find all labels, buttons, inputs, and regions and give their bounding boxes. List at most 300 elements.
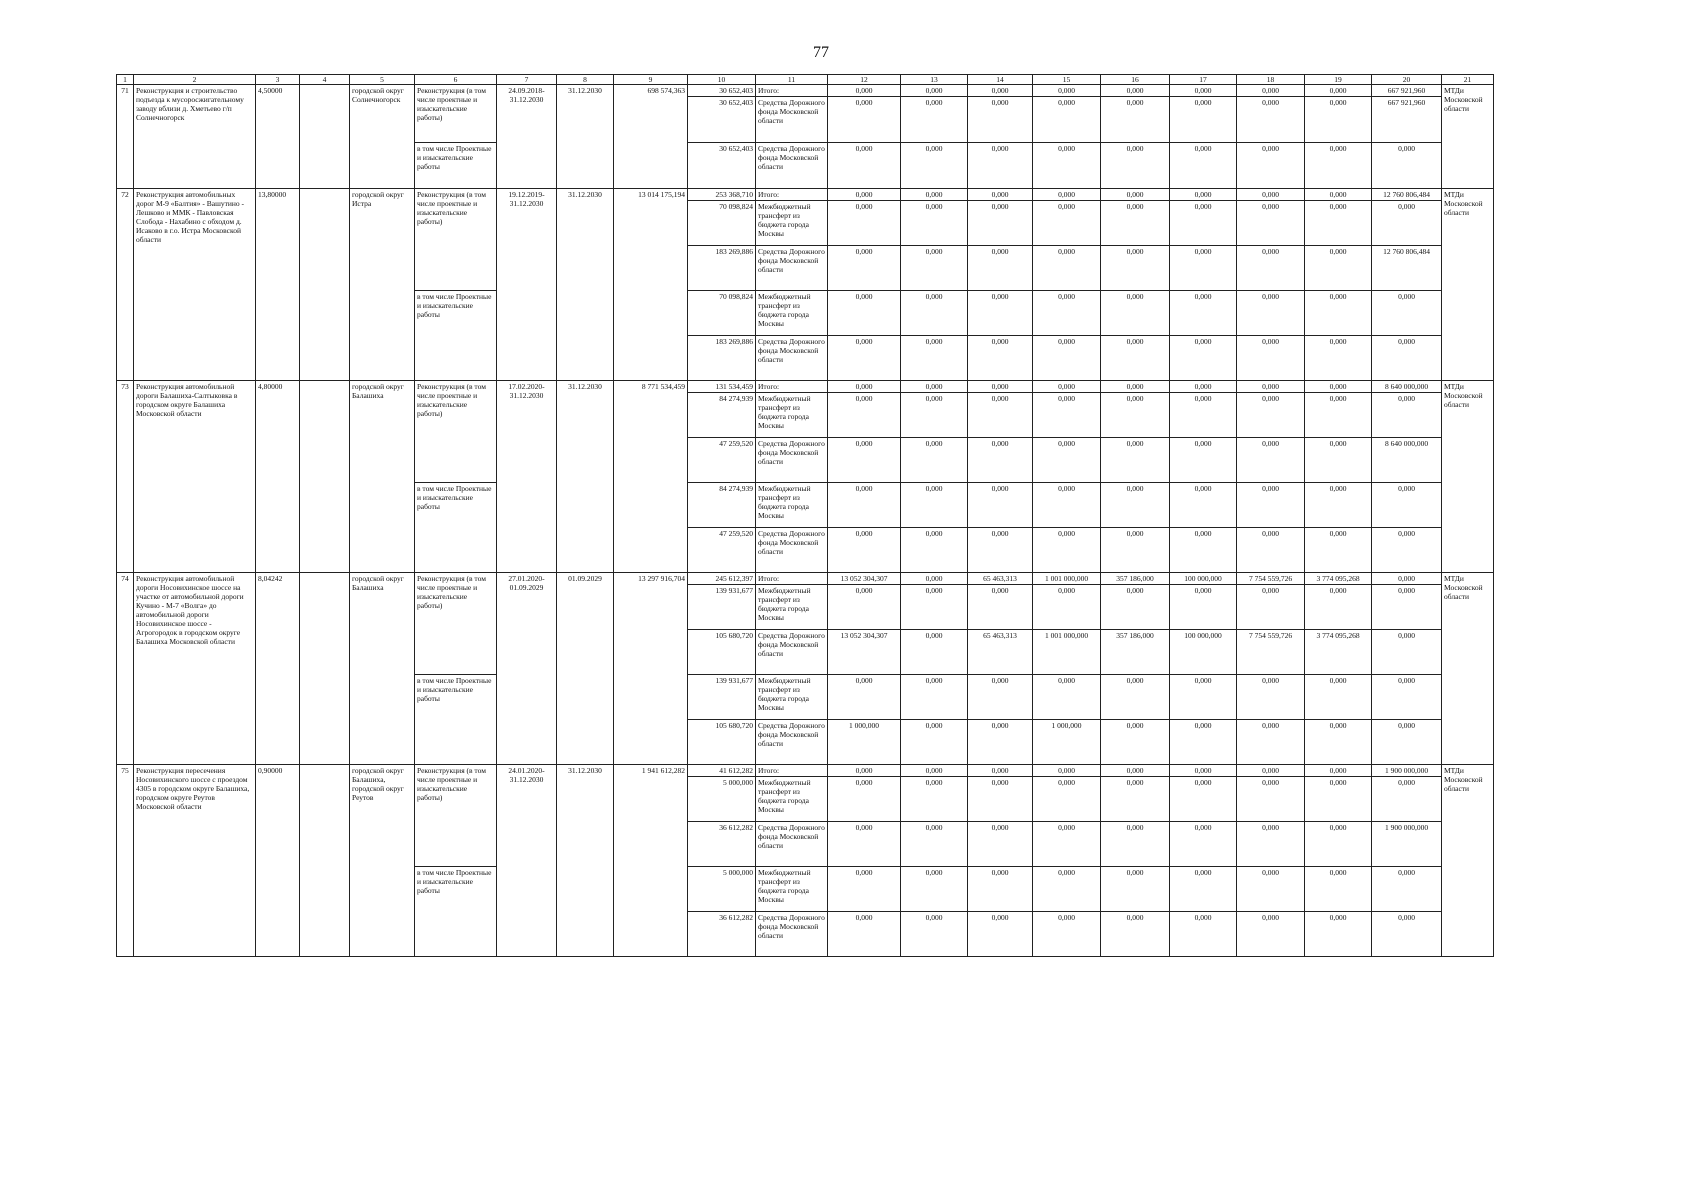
funding-source: Средства Дорожного фонда Московской области	[756, 912, 828, 957]
funding-value: 0,000	[1305, 336, 1372, 381]
funding-value: 0,000	[1170, 189, 1237, 201]
project-end-date: 31.12.2030	[557, 189, 614, 381]
funding-value: 0,000	[968, 720, 1033, 765]
project-customer: МТДи Московской области	[1442, 765, 1494, 957]
funding-value: 0,000	[968, 201, 1033, 246]
funding-value: 0,000	[901, 201, 968, 246]
funding-source: Средства Дорожного фонда Московской области	[756, 143, 828, 189]
funding-value: 357 186,000	[1101, 630, 1170, 675]
funding-value: 1 000,000	[828, 720, 901, 765]
funding-value: 0,000	[828, 675, 901, 720]
funding-value: 0,000	[1033, 777, 1101, 822]
project-customer: МТДи Московской области	[1442, 381, 1494, 573]
column-4	[300, 765, 350, 957]
project-number: 72	[117, 189, 134, 381]
funding-value: 0,000	[828, 336, 901, 381]
funding-value: 7 754 559,726	[1237, 573, 1305, 585]
funding-value: 0,000	[968, 393, 1033, 438]
project-dates: 24.01.2020-31.12.2030	[497, 765, 557, 957]
project-location: городской округ Истра	[350, 189, 415, 381]
funding-value: 0,000	[901, 720, 968, 765]
column-number: 12	[828, 75, 901, 85]
project-location: городской округ Балашиха	[350, 573, 415, 765]
column-number: 8	[557, 75, 614, 85]
funding-value: 0,000	[1033, 675, 1101, 720]
column-4	[300, 189, 350, 381]
column-number: 15	[1033, 75, 1101, 85]
financing-table	[116, 74, 1494, 957]
funding-value: 0,000	[1101, 585, 1170, 630]
funding-total: 5 000,000	[688, 867, 756, 912]
funding-source: Средства Дорожного фонда Московской области	[756, 246, 828, 291]
funding-value: 0,000	[1237, 912, 1305, 957]
funding-value: 0,000	[1170, 97, 1237, 143]
funding-value: 0,000	[901, 573, 968, 585]
funding-value: 0,000	[1305, 97, 1372, 143]
funding-value: 0,000	[1101, 246, 1170, 291]
funding-total: 47 259,520	[688, 528, 756, 573]
column-number: 10	[688, 75, 756, 85]
funding-value: 0,000	[1170, 143, 1237, 189]
funding-value: 0,000	[1237, 291, 1305, 336]
funding-value: 0,000	[1170, 777, 1237, 822]
funding-source: Средства Дорожного фонда Московской области	[756, 630, 828, 675]
funding-source: Межбюджетный трансферт из бюджета города Москвы	[756, 291, 828, 336]
funding-value: 0,000	[1305, 585, 1372, 630]
funding-value: 13 052 304,307	[828, 573, 901, 585]
project-location: городской округ Балашиха, городской округ Реутов	[350, 765, 415, 957]
funding-value: 0,000	[1372, 585, 1442, 630]
funding-value: 0,000	[1237, 765, 1305, 777]
funding-value: 0,000	[1237, 822, 1305, 867]
funding-total: 183 269,886	[688, 336, 756, 381]
funding-value: 0,000	[968, 867, 1033, 912]
funding-value: 0,000	[1305, 822, 1372, 867]
funding-value: 12 760 806,484	[1372, 189, 1442, 201]
funding-value: 0,000	[828, 777, 901, 822]
funding-value: 0,000	[1372, 630, 1442, 675]
funding-total: 70 098,824	[688, 291, 756, 336]
project-length: 4,50000	[256, 85, 300, 189]
funding-value: 0,000	[968, 143, 1033, 189]
funding-total: 47 259,520	[688, 438, 756, 483]
funding-value: 0,000	[1101, 528, 1170, 573]
funding-total: 36 612,282	[688, 822, 756, 867]
funding-value: 0,000	[1305, 291, 1372, 336]
funding-source: Средства Дорожного фонда Московской области	[756, 97, 828, 143]
funding-value: 8 640 000,000	[1372, 438, 1442, 483]
project-name: Реконструкция пересечения Носовихинского шоссе с проездом 4305 в городском округе Балашиха, городском округе Реутов Московской области	[134, 765, 256, 957]
funding-value: 0,000	[1237, 381, 1305, 393]
funding-value: 0,000	[1101, 912, 1170, 957]
funding-value: 0,000	[1305, 143, 1372, 189]
funding-value: 0,000	[1170, 438, 1237, 483]
column-number: 13	[901, 75, 968, 85]
funding-value: 0,000	[1305, 483, 1372, 528]
project-dates: 27.01.2020-01.09.2029	[497, 573, 557, 765]
funding-value: 0,000	[1170, 336, 1237, 381]
funding-value: 667 921,960	[1372, 85, 1442, 97]
funding-value: 0,000	[1372, 291, 1442, 336]
funding-value: 0,000	[1033, 765, 1101, 777]
funding-value: 0,000	[1237, 438, 1305, 483]
project-cost: 8 771 534,459	[614, 381, 688, 573]
funding-value: 0,000	[1237, 720, 1305, 765]
funding-value: 1 900 000,000	[1372, 822, 1442, 867]
project-cost: 13 014 175,194	[614, 189, 688, 381]
funding-value: 3 774 095,268	[1305, 573, 1372, 585]
funding-value: 0,000	[1101, 189, 1170, 201]
funding-value: 0,000	[828, 291, 901, 336]
funding-value: 0,000	[1170, 822, 1237, 867]
funding-value: 0,000	[1237, 246, 1305, 291]
funding-value: 65 463,313	[968, 573, 1033, 585]
funding-value: 100 000,000	[1170, 630, 1237, 675]
funding-value: 0,000	[1372, 336, 1442, 381]
project-end-date: 01.09.2029	[557, 573, 614, 765]
funding-value: 0,000	[1033, 393, 1101, 438]
funding-value: 0,000	[968, 85, 1033, 97]
funding-total: 105 680,720	[688, 630, 756, 675]
project-end-date: 31.12.2030	[557, 765, 614, 957]
funding-total: 36 612,282	[688, 912, 756, 957]
funding-value: 0,000	[1372, 573, 1442, 585]
work-subtype: в том числе Проектные и изыскательские работы	[415, 867, 497, 957]
funding-value: 8 640 000,000	[1372, 381, 1442, 393]
funding-source: Итого:	[756, 381, 828, 393]
funding-value: 7 754 559,726	[1237, 630, 1305, 675]
funding-value: 0,000	[1305, 528, 1372, 573]
project-customer: МТДи Московской области	[1442, 85, 1494, 189]
page-number: 77	[813, 44, 829, 61]
project-name: Реконструкция автомобильной дороги Балашиха-Салтыковка в городском округе Балашиха Московской области	[134, 381, 256, 573]
funding-value: 0,000	[828, 246, 901, 291]
funding-value: 0,000	[1033, 912, 1101, 957]
funding-value: 0,000	[1101, 381, 1170, 393]
funding-source: Средства Дорожного фонда Московской области	[756, 336, 828, 381]
funding-value: 0,000	[968, 438, 1033, 483]
funding-source: Средства Дорожного фонда Московской области	[756, 438, 828, 483]
funding-value: 0,000	[968, 765, 1033, 777]
funding-value: 0,000	[901, 336, 968, 381]
work-subtype: в том числе Проектные и изыскательские работы	[415, 143, 497, 189]
funding-value: 0,000	[901, 393, 968, 438]
funding-source: Средства Дорожного фонда Московской области	[756, 720, 828, 765]
funding-value: 0,000	[1101, 143, 1170, 189]
funding-value: 0,000	[1033, 438, 1101, 483]
project-length: 0,90000	[256, 765, 300, 957]
project-customer: МТДи Московской области	[1442, 189, 1494, 381]
funding-source: Итого:	[756, 189, 828, 201]
funding-value: 0,000	[1305, 867, 1372, 912]
funding-value: 0,000	[828, 528, 901, 573]
funding-value: 0,000	[1372, 528, 1442, 573]
funding-value: 0,000	[1101, 777, 1170, 822]
funding-value: 0,000	[1372, 483, 1442, 528]
column-number: 6	[415, 75, 497, 85]
funding-value: 100 000,000	[1170, 573, 1237, 585]
funding-value: 0,000	[828, 438, 901, 483]
funding-value: 0,000	[1170, 483, 1237, 528]
project-number: 73	[117, 381, 134, 573]
funding-value: 0,000	[901, 765, 968, 777]
project-cost: 698 574,363	[614, 85, 688, 189]
work-type: Реконструкция (в том числе проектные и изыскательские работы)	[415, 85, 497, 143]
funding-value: 0,000	[901, 483, 968, 528]
funding-value: 0,000	[901, 675, 968, 720]
column-number: 17	[1170, 75, 1237, 85]
table-row	[117, 765, 1494, 777]
project-location: городской округ Балашиха	[350, 381, 415, 573]
funding-value: 0,000	[1305, 438, 1372, 483]
funding-value: 65 463,313	[968, 630, 1033, 675]
funding-value: 357 186,000	[1101, 573, 1170, 585]
work-subtype: в том числе Проектные и изыскательские работы	[415, 291, 497, 381]
project-dates: 19.12.2019-31.12.2030	[497, 189, 557, 381]
project-cost: 13 297 916,704	[614, 573, 688, 765]
funding-value: 0,000	[828, 867, 901, 912]
funding-value: 0,000	[1237, 528, 1305, 573]
funding-value: 0,000	[1237, 201, 1305, 246]
column-number: 5	[350, 75, 415, 85]
funding-value: 0,000	[901, 189, 968, 201]
funding-value: 0,000	[968, 585, 1033, 630]
funding-value: 0,000	[1101, 97, 1170, 143]
project-length: 4,80000	[256, 381, 300, 573]
project-number: 71	[117, 85, 134, 189]
funding-value: 0,000	[1305, 85, 1372, 97]
funding-value: 0,000	[1372, 143, 1442, 189]
project-name: Реконструкция автомобильной дороги Носовихинское шоссе на участке от автомобильной дороги Кучино - М-7 «Волга» до автомобильной дороги Носовихинское шоссе - Агрогородок в городском округе Балашиха Московской области	[134, 573, 256, 765]
project-dates: 24.09.2018-31.12.2030	[497, 85, 557, 189]
funding-value: 0,000	[1305, 765, 1372, 777]
project-customer: МТДи Московской области	[1442, 573, 1494, 765]
funding-value: 0,000	[901, 777, 968, 822]
funding-source: Итого:	[756, 765, 828, 777]
column-number: 16	[1101, 75, 1170, 85]
funding-total: 41 612,282	[688, 765, 756, 777]
funding-value: 0,000	[1170, 393, 1237, 438]
column-number: 11	[756, 75, 828, 85]
funding-value: 0,000	[1170, 585, 1237, 630]
funding-value: 0,000	[1372, 867, 1442, 912]
column-4	[300, 573, 350, 765]
funding-value: 0,000	[828, 765, 901, 777]
funding-total: 139 931,677	[688, 585, 756, 630]
funding-value: 0,000	[1237, 97, 1305, 143]
funding-value: 0,000	[1101, 201, 1170, 246]
funding-total: 84 274,939	[688, 483, 756, 528]
project-end-date: 31.12.2030	[557, 85, 614, 189]
funding-value: 0,000	[968, 97, 1033, 143]
funding-value: 0,000	[968, 675, 1033, 720]
column-number: 20	[1372, 75, 1442, 85]
project-number: 75	[117, 765, 134, 957]
funding-value: 0,000	[1101, 483, 1170, 528]
funding-value: 0,000	[828, 189, 901, 201]
work-type: Реконструкция (в том числе проектные и изыскательские работы)	[415, 189, 497, 291]
funding-value: 0,000	[968, 777, 1033, 822]
funding-value: 0,000	[1305, 777, 1372, 822]
funding-value: 0,000	[968, 189, 1033, 201]
funding-value: 0,000	[1305, 189, 1372, 201]
funding-total: 105 680,720	[688, 720, 756, 765]
funding-value: 0,000	[1101, 675, 1170, 720]
column-number: 2	[134, 75, 256, 85]
funding-total: 70 098,824	[688, 201, 756, 246]
funding-value: 0,000	[968, 528, 1033, 573]
funding-value: 0,000	[828, 381, 901, 393]
funding-value: 0,000	[901, 85, 968, 97]
funding-value: 0,000	[901, 867, 968, 912]
funding-value: 0,000	[901, 143, 968, 189]
funding-value: 0,000	[1305, 675, 1372, 720]
funding-total: 30 652,403	[688, 97, 756, 143]
project-cost: 1 941 612,282	[614, 765, 688, 957]
funding-value: 0,000	[901, 630, 968, 675]
column-number: 4	[300, 75, 350, 85]
funding-total: 139 931,677	[688, 675, 756, 720]
funding-value: 0,000	[1305, 201, 1372, 246]
funding-source: Средства Дорожного фонда Московской области	[756, 822, 828, 867]
funding-source: Межбюджетный трансферт из бюджета города Москвы	[756, 675, 828, 720]
funding-value: 0,000	[828, 912, 901, 957]
funding-value: 667 921,960	[1372, 97, 1442, 143]
funding-value: 0,000	[1101, 720, 1170, 765]
project-length: 13,80000	[256, 189, 300, 381]
project-length: 8,04242	[256, 573, 300, 765]
column-number: 3	[256, 75, 300, 85]
funding-value: 0,000	[1170, 720, 1237, 765]
funding-value: 0,000	[1372, 201, 1442, 246]
project-number: 74	[117, 573, 134, 765]
funding-value: 0,000	[1033, 381, 1101, 393]
funding-value: 0,000	[1237, 585, 1305, 630]
funding-value: 0,000	[1033, 822, 1101, 867]
funding-value: 0,000	[1305, 381, 1372, 393]
funding-value: 0,000	[968, 336, 1033, 381]
funding-value: 0,000	[1170, 528, 1237, 573]
funding-source: Межбюджетный трансферт из бюджета города Москвы	[756, 201, 828, 246]
funding-value: 0,000	[1237, 189, 1305, 201]
funding-value: 0,000	[1305, 246, 1372, 291]
funding-value: 0,000	[1237, 393, 1305, 438]
funding-value: 0,000	[1033, 189, 1101, 201]
funding-source: Межбюджетный трансферт из бюджета города Москвы	[756, 777, 828, 822]
funding-value: 0,000	[828, 85, 901, 97]
funding-value: 0,000	[1033, 483, 1101, 528]
table-row	[117, 573, 1494, 585]
column-number: 7	[497, 75, 557, 85]
column-number: 9	[614, 75, 688, 85]
funding-value: 0,000	[1170, 867, 1237, 912]
funding-value: 0,000	[1101, 85, 1170, 97]
project-name: Реконструкция автомобильных дорог М-9 «Балтия» - Вашутино - Лешково и ММК - Павловская Слобода - Нахабино с обходом д. Исаково в г.о. Истра Московской области	[134, 189, 256, 381]
funding-value: 0,000	[1372, 720, 1442, 765]
funding-value: 0,000	[1033, 85, 1101, 97]
funding-total: 245 612,397	[688, 573, 756, 585]
funding-value: 0,000	[968, 822, 1033, 867]
funding-value: 0,000	[901, 438, 968, 483]
funding-value: 3 774 095,268	[1305, 630, 1372, 675]
funding-value: 0,000	[1372, 777, 1442, 822]
funding-value: 0,000	[1237, 675, 1305, 720]
funding-value: 1 000,000	[1033, 720, 1101, 765]
work-type: Реконструкция (в том числе проектные и изыскательские работы)	[415, 573, 497, 675]
funding-value: 0,000	[828, 822, 901, 867]
funding-value: 0,000	[1101, 765, 1170, 777]
funding-value: 0,000	[828, 393, 901, 438]
funding-value: 0,000	[828, 483, 901, 528]
project-dates: 17.02.2020-31.12.2030	[497, 381, 557, 573]
funding-value: 0,000	[828, 97, 901, 143]
funding-value: 0,000	[968, 483, 1033, 528]
column-4	[300, 381, 350, 573]
funding-value: 1 001 000,000	[1033, 573, 1101, 585]
funding-value: 0,000	[1170, 765, 1237, 777]
funding-total: 84 274,939	[688, 393, 756, 438]
funding-value: 0,000	[1101, 291, 1170, 336]
funding-value: 0,000	[901, 291, 968, 336]
funding-value: 0,000	[1237, 483, 1305, 528]
funding-value: 0,000	[1033, 867, 1101, 912]
funding-value: 0,000	[968, 912, 1033, 957]
funding-value: 0,000	[1170, 201, 1237, 246]
funding-value: 0,000	[1372, 912, 1442, 957]
funding-value: 0,000	[1033, 336, 1101, 381]
funding-value: 0,000	[1237, 143, 1305, 189]
funding-value: 0,000	[1170, 291, 1237, 336]
funding-value: 0,000	[1170, 85, 1237, 97]
column-number: 1	[117, 75, 134, 85]
funding-value: 0,000	[968, 291, 1033, 336]
column-number: 19	[1305, 75, 1372, 85]
funding-value: 0,000	[1372, 675, 1442, 720]
funding-total: 30 652,403	[688, 85, 756, 97]
funding-value: 12 760 806,484	[1372, 246, 1442, 291]
funding-value: 0,000	[828, 585, 901, 630]
funding-value: 0,000	[901, 585, 968, 630]
funding-total: 30 652,403	[688, 143, 756, 189]
funding-value: 0,000	[1237, 777, 1305, 822]
funding-value: 0,000	[828, 201, 901, 246]
funding-source: Средства Дорожного фонда Московской области	[756, 528, 828, 573]
funding-source: Итого:	[756, 85, 828, 97]
funding-value: 0,000	[1101, 438, 1170, 483]
funding-total: 253 368,710	[688, 189, 756, 201]
funding-value: 0,000	[1101, 822, 1170, 867]
column-number: 21	[1442, 75, 1494, 85]
funding-value: 0,000	[1033, 291, 1101, 336]
table-row	[117, 189, 1494, 201]
funding-value: 0,000	[968, 381, 1033, 393]
column-4	[300, 85, 350, 189]
project-end-date: 31.12.2030	[557, 381, 614, 573]
funding-value: 0,000	[1033, 143, 1101, 189]
funding-value: 0,000	[901, 912, 968, 957]
funding-value: 0,000	[1305, 393, 1372, 438]
funding-value: 0,000	[1033, 528, 1101, 573]
funding-value: 13 052 304,307	[828, 630, 901, 675]
funding-total: 131 534,459	[688, 381, 756, 393]
funding-source: Межбюджетный трансферт из бюджета города Москвы	[756, 585, 828, 630]
work-subtype: в том числе Проектные и изыскательские работы	[415, 675, 497, 765]
funding-value: 0,000	[1372, 393, 1442, 438]
work-type: Реконструкция (в том числе проектные и изыскательские работы)	[415, 765, 497, 867]
funding-value: 0,000	[1033, 97, 1101, 143]
funding-value: 0,000	[1033, 201, 1101, 246]
project-name: Реконструкция и строительство подъезда к мусоросжигательному заводу вблизи д. Хметьево г/п Солнечногорск	[134, 85, 256, 189]
